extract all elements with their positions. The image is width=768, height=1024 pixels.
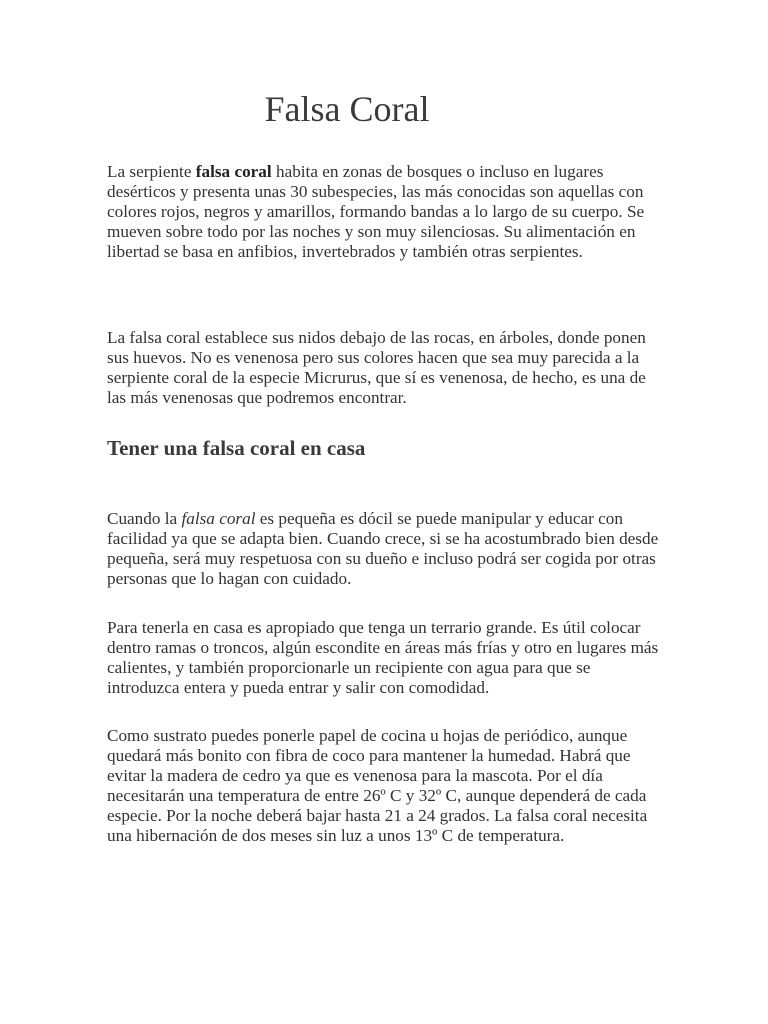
paragraph-habitat-start: La serpiente — [107, 162, 196, 181]
paragraph-handling — [107, 509, 667, 589]
paragraph-nests: La falsa coral establece sus nidos debajo de las rocas, en árboles, donde ponen sus huevos. No es venenosa pero sus colores hacen que sea muy parecida a la serpiente coral de la especie Micrurus, que sí es venenosa, de hecho, es una de las más venenosas que podremos encontrar. — [107, 328, 646, 407]
paragraph-handling-start: Cuando la — [107, 509, 182, 528]
paragraph-handling-rest: es pequeña es dócil se puede manipular y educar con facilidad ya que se adapta bien. Cuando crece, si se ha acostumbrado bien desde pequeña, será muy respetuosa con su dueño e incluso podrá ser cogida por otras personas que lo hagan con cuidado. — [107, 509, 659, 588]
paragraph-habitat-rest: habita en zonas de bosques o incluso en lugares desérticos y presenta unas 30 subespecies, las más conocidas son aquellas con colores rojos, negros y amarillos, formando bandas a lo largo de su cuerpo. Se mueven sobre todo por las noches y son muy silenciosas. Su alimentación en libertad se basa en anfibios, invertebrados y también otras serpientes. — [107, 162, 645, 261]
italic-term-falsa-coral: falsa coral — [181, 509, 256, 528]
paragraph-habitat — [107, 162, 667, 262]
bold-term-falsa-coral: falsa coral — [195, 162, 272, 181]
document-title: Falsa Coral — [264, 89, 430, 129]
section-heading: Tener una falsa coral en casa — [107, 436, 366, 460]
paragraph-substrate: Como sustrato puedes ponerle papel de cocina u hojas de periódico, aunque quedará más bonito con fibra de coco para mantener la humedad. Habrá que evitar la madera de cedro ya que es venenosa para la mascota. Por el día necesitarán una temperatura de entre 26º C y 32º C, aunque dependerá de cada especie. Por la noche deberá bajar hasta 21 a 24 grados. La falsa coral necesita una hibernación de dos meses sin luz a unos 13º C de temperatura. — [107, 726, 648, 845]
paragraph-terrarium: Para tenerla en casa es apropiado que tenga un terrario grande. Es útil colocar dentro ramas o troncos, algún escondite en áreas más frías y otro en lugares más calientes, y también proporcionarle un recipiente con agua para que se introduzca entera y pueda entrar y salir con comodidad. — [107, 618, 659, 697]
